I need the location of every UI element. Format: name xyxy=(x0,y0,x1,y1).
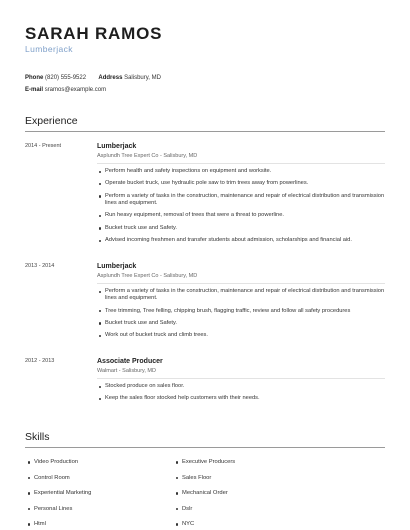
address-value: Salisbury, MD xyxy=(124,75,161,81)
job-title: Associate Producer xyxy=(97,358,163,365)
skill-item: Dslr xyxy=(182,506,235,522)
skill-item: NYC xyxy=(182,521,235,530)
bullet-item: Stocked produce on sales floor. xyxy=(105,383,385,390)
contact-row-1 xyxy=(25,75,161,81)
bullet-item: Perform a variety of tasks in the construction, maintenance and repair of electrical distribution and transmission lines and equipment. xyxy=(105,192,385,206)
bullet-item: Run heavy equipment, removal of trees that were a threat to powerline. xyxy=(105,212,385,219)
job-company: Walmart - Salisbury, MD xyxy=(97,368,156,374)
job-title: Lumberjack xyxy=(97,143,137,150)
phone-value: (820) 555-9522 xyxy=(45,75,87,81)
job-divider xyxy=(97,283,385,284)
bullet-item: Perform health and safety inspections on equipment and worksite. xyxy=(105,168,385,175)
skills-column-right xyxy=(182,459,235,530)
job-divider xyxy=(97,163,385,164)
skill-item: Executive Producers xyxy=(182,459,235,475)
skill-item: Control Room xyxy=(34,475,91,491)
bullet-item: Keep the sales floor stocked help customers with their needs. xyxy=(105,395,385,402)
job-divider xyxy=(97,378,385,379)
job-date: 2014 - Present xyxy=(25,143,62,149)
skill-item: Personal Lines xyxy=(34,506,91,522)
job-title: Lumberjack xyxy=(97,263,137,270)
job-date: 2013 - 2014 xyxy=(25,263,55,269)
skill-item: Mechanical Order xyxy=(182,490,235,506)
candidate-title: Lumberjack xyxy=(25,44,73,54)
experience-heading: Experience xyxy=(25,115,78,127)
skills-column-left xyxy=(34,459,91,530)
bullet-item: Tree trimming, Tree felling, chipping brush, flagging traffic, review and follow all safety procedures xyxy=(105,308,385,315)
job-date: 2012 - 2013 xyxy=(25,358,55,364)
bullet-item: Advised incoming freshmen and transfer students about admission, scholarships and financial aid. xyxy=(105,237,385,244)
job-bullets xyxy=(105,168,385,250)
candidate-name: SARAH RAMOS xyxy=(25,24,163,43)
job-bullets xyxy=(105,288,385,345)
contact-row-2 xyxy=(25,87,106,93)
skills-heading: Skills xyxy=(25,431,50,443)
job-company: Asplundh Tree Expert Co - Salisbury, MD xyxy=(97,273,198,279)
email-value[interactable]: sramos@example.com xyxy=(44,87,107,93)
email-label: E-mail xyxy=(25,87,44,93)
skill-item: Experiential Marketing xyxy=(34,490,91,506)
bullet-item: Bucket truck use and Safety. xyxy=(105,320,385,327)
phone-label: Phone xyxy=(25,75,44,81)
skills-divider xyxy=(25,447,385,448)
skill-item: Html xyxy=(34,521,91,530)
experience-divider xyxy=(25,131,385,132)
bullet-item: Work out of bucket truck and climb trees. xyxy=(105,332,385,339)
bullet-item: Perform a variety of tasks in the construction, maintenance and repair of electrical distribution and transmission lines and equipment. xyxy=(105,288,385,302)
job-bullets xyxy=(105,383,385,408)
job-company: Asplundh Tree Expert Co - Salisbury, MD xyxy=(97,153,198,159)
address-label: Address xyxy=(98,75,123,81)
bullet-item: Operate bucket truck, use hydraulic pole saw to trim trees away from powerlines. xyxy=(105,180,385,187)
skill-item: Video Production xyxy=(34,459,91,475)
bullet-item: Bucket truck use and Safety. xyxy=(105,225,385,232)
skill-item: Sales Floor xyxy=(182,475,235,491)
